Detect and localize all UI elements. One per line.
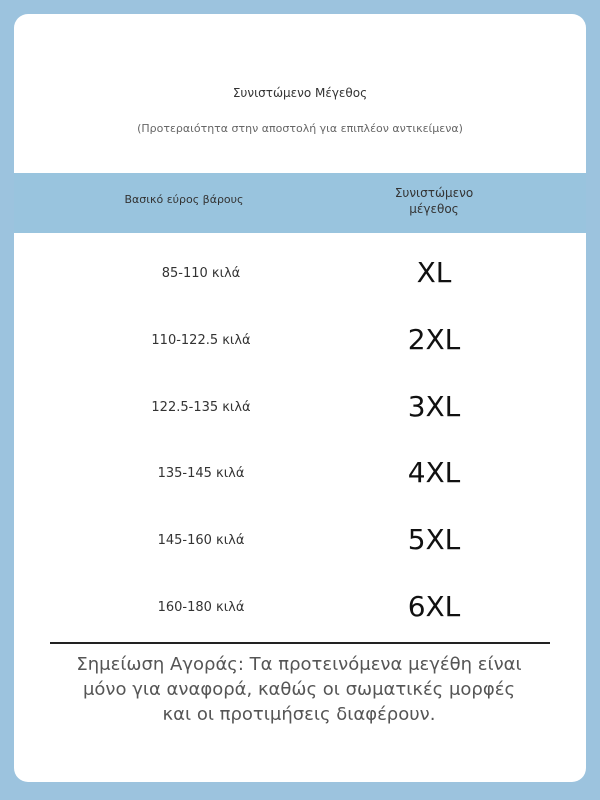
chart-subtitle: (Προτεραιότητα στην αποστολή για επιπλέον αντικείμενα) <box>137 122 463 135</box>
weight-range: 110-122.5 κιλά <box>151 333 251 348</box>
weight-range: 122.5-135 κιλά <box>151 400 251 415</box>
table-row <box>14 321 586 369</box>
purchase-note-line1: Σημείωση Αγοράς: Τα προτεινόμενα μεγέθη είναι <box>76 654 522 675</box>
weight-range: 160-180 κιλά <box>157 600 245 615</box>
header-recommended-size-line2: μέγεθος <box>409 202 459 216</box>
header-recommended-size-line1: Συνιστώμενο <box>394 186 474 200</box>
size-value: 2XL <box>407 323 461 356</box>
divider <box>50 642 550 644</box>
header-recommended-size <box>339 185 529 217</box>
table-row <box>14 588 586 636</box>
table-row <box>14 521 586 569</box>
size-value: 4XL <box>407 456 461 489</box>
purchase-note-line3: και οι προτιμήσεις διαφέρουν. <box>162 704 436 725</box>
table-row <box>14 388 586 436</box>
size-value: 6XL <box>407 590 461 623</box>
weight-range: 135-145 κιλά <box>157 466 245 481</box>
table-header <box>14 173 586 233</box>
size-value: XL <box>416 256 452 289</box>
header-weight-range: Βασικό εύρος βάρους <box>124 193 244 206</box>
chart-title: Συνιστώμενο Μέγεθος <box>232 86 368 100</box>
purchase-note-line2: μόνο για αναφορά, καθώς οι σωματικές μορφές <box>82 679 516 700</box>
size-chart-card <box>14 14 586 782</box>
size-value: 5XL <box>407 523 461 556</box>
weight-range: 145-160 κιλά <box>157 533 245 548</box>
purchase-note <box>54 652 544 727</box>
table-row <box>14 254 586 302</box>
weight-range: 85-110 κιλά <box>161 266 241 281</box>
size-value: 3XL <box>407 390 461 423</box>
table-row <box>14 454 586 502</box>
